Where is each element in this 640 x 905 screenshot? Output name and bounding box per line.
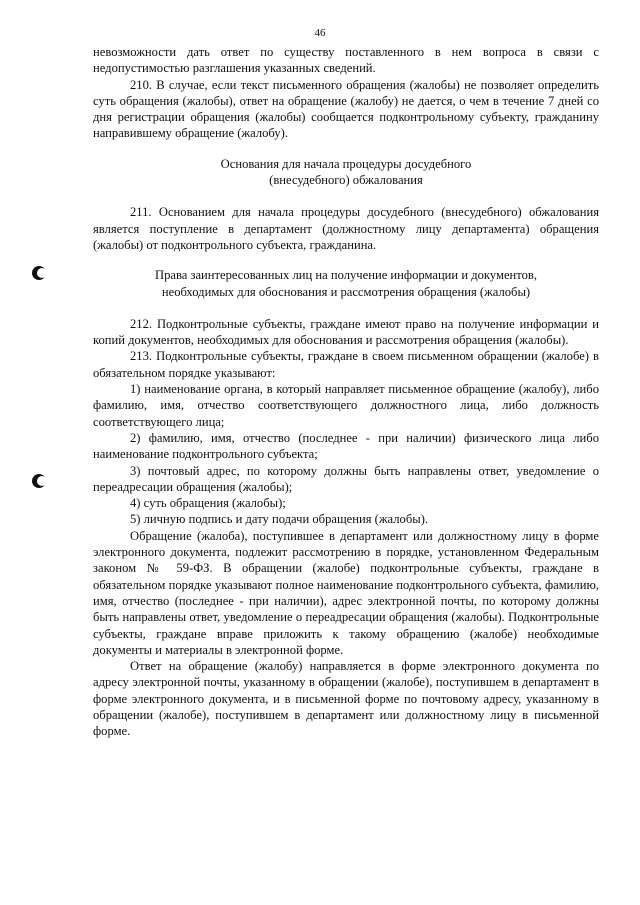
page-number: 46 <box>314 27 326 39</box>
section-heading-line: Права заинтересованных лиц на получение информации и документов, <box>154 268 538 283</box>
paragraph-211: 211. Основанием для начала процедуры досудебного (внесудебного) обжалования является поступление в департамент (должностному лицу департамента) обращения (жалобы) от подконтрольного субъекта, гражданина. <box>93 205 599 252</box>
paragraph-answer: Ответ на обращение (жалобу) направляется в форме электронного документа по адресу электронной почты, указанному в обращении (жалобе), поступившем в департамент в форме электронного документа, и в письменной форме по почтовому адресу, указанному в обращении (жалобе), поступившем в департамент или должностному лицу в письменной форме. <box>93 659 599 739</box>
paragraph-210: 210. В случае, если текст письменного обращения (жалобы) не позволяет определить суть обращения (жалобы), ответ на обращение (жалобу) не дается, о чем в течение 7 дней со дня регистрации обращения (жалобы) сообщается подконтрольному субъекту, гражданину направившему обращение (жалобу). <box>93 77 599 141</box>
section-heading-line: необходимых для обоснования и рассмотрения обращения (жалобы) <box>161 284 531 299</box>
paragraph-213: 213. Подконтрольные субъекты, граждане в своем письменном обращении (жалобе) в обязательном порядке указывают: <box>93 349 599 380</box>
list-item: 5) личную подпись и дату подачи обращения (жалобы). <box>130 512 429 527</box>
list-item: 1) наименование органа, в который направляет письменное обращение (жалобу), либо фамилию, имя, отчество соответствующего должностного лица, либо должность соответствующего лица; <box>93 382 599 429</box>
paragraph-212: 212. Подконтрольные субъекты, граждане имеют право на получение информации и копий документов, необходимых для обоснования и рассмотрения обращения (жалобы). <box>93 316 599 348</box>
punch-hole-mark <box>32 474 46 488</box>
section-heading-line: (внесудебного) обжалования <box>269 173 423 188</box>
punch-hole-mark <box>32 266 46 280</box>
section-heading-line: Основания для начала процедуры досудебного <box>220 156 472 171</box>
paragraph-electronic-appeal: Обращение (жалоба), поступившее в департамент или должностному лицу в форме электронного документа, подлежит рассмотрению в порядке, установленном Федеральным законом № 59-ФЗ. В обращении (жалобе) подконтрольные субъекты, граждане в обязательном порядке указывают полное наименование подконтрольного субъекта, фамилию, имя, отчество (последнее - при наличии), адрес электронной почты, по которому должны быть направлены ответ, уведомление о переадресации обращения (жалобы). Подконтрольные субъекты, граждане вправе приложить к такому обращению (жалобе) необходимые документы и материалы в электронной форме. <box>93 528 599 657</box>
paragraph-continuation: невозможности дать ответ по существу поставленного в нем вопроса в связи с недопустимостью разглашения указанных сведений. <box>93 45 599 76</box>
list-item: 4) суть обращения (жалобы); <box>130 496 286 511</box>
document-body <box>93 44 599 740</box>
list-item: 3) почтовый адрес, по которому должны быть направлены ответ, уведомление о переадресации обращения (жалобы); <box>93 463 599 494</box>
list-item: 2) фамилию, имя, отчество (последнее - при наличии) физического лица либо наименование подконтрольного субъекта; <box>93 430 599 462</box>
